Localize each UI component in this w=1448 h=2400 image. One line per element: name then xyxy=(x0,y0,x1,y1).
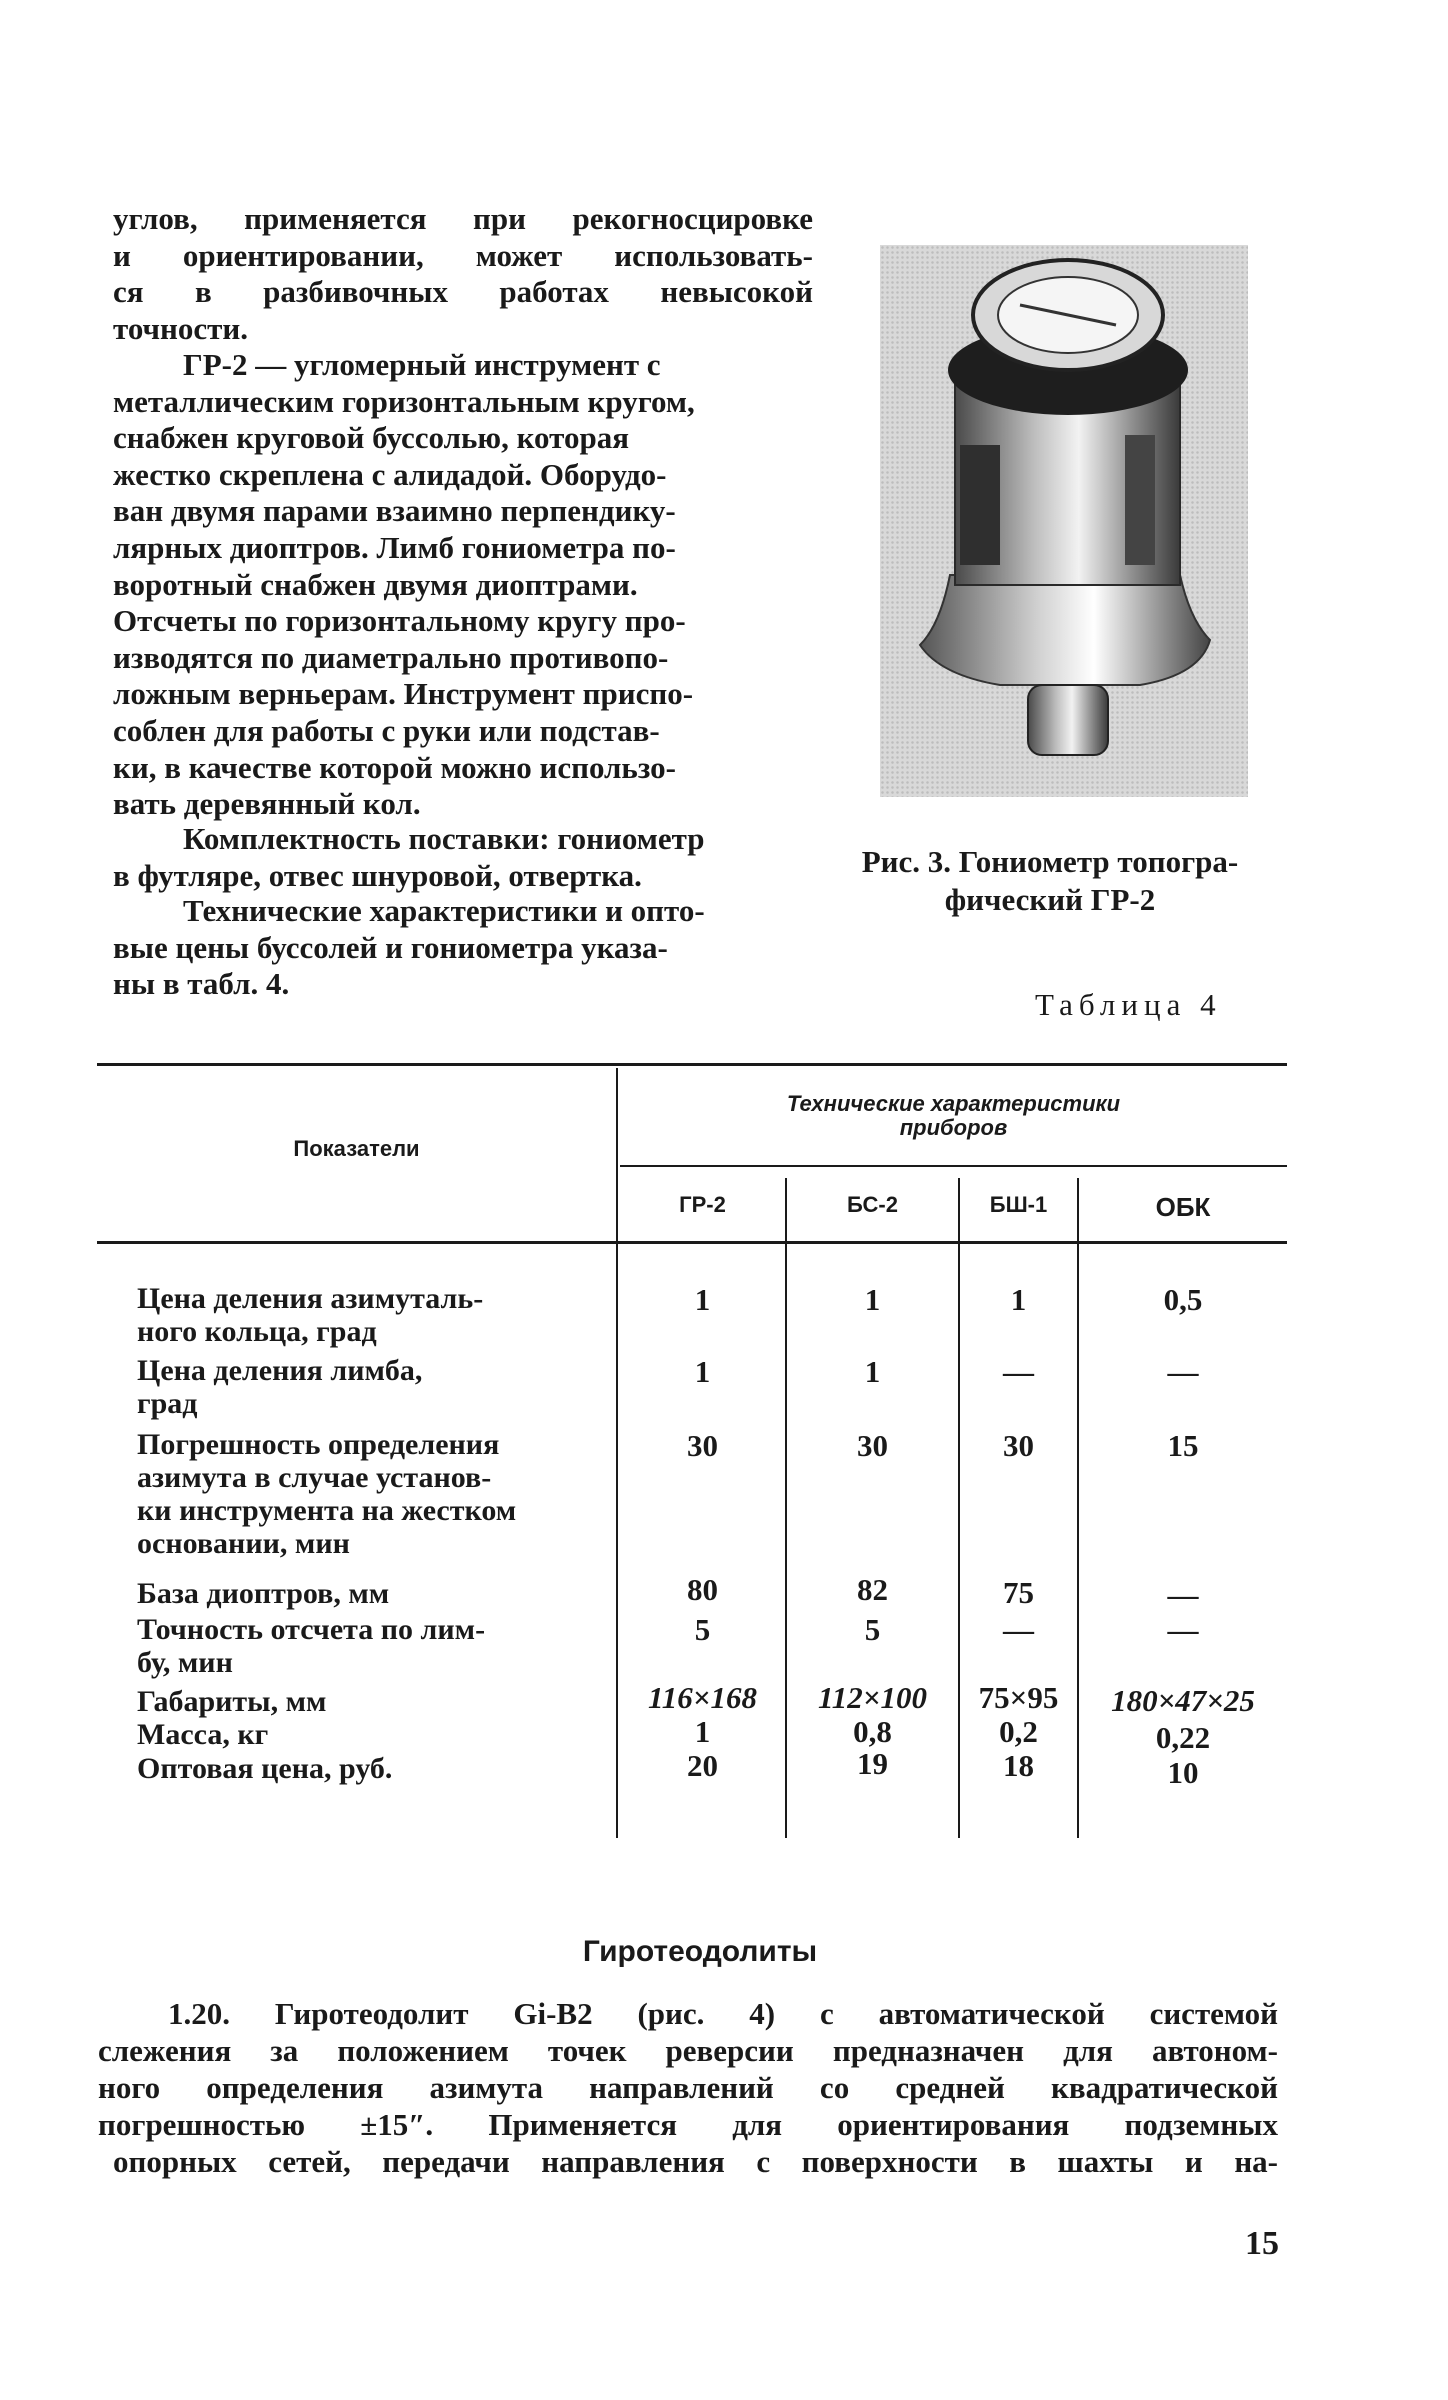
table-cell: 75×95 xyxy=(978,1680,1059,1715)
table-cell: 1 xyxy=(694,1714,711,1749)
table-cell: 1 xyxy=(694,1282,711,1317)
row-label-line: град xyxy=(137,1387,198,1420)
text-line: соблен для работы с руки или подстав- xyxy=(113,712,660,748)
table-cell: 82 xyxy=(857,1572,888,1607)
row-label-line: Габариты, мм xyxy=(137,1685,327,1718)
table-header-group xyxy=(620,1092,1287,1140)
gr2-description-paragraph xyxy=(113,347,813,823)
row-label-line: ки инструмента на жестком xyxy=(137,1494,517,1527)
table-cell: — xyxy=(1003,1612,1034,1647)
table-cell: 10 xyxy=(1167,1755,1199,1790)
figure-caption-line: Рис. 3. Гониометр топогра- xyxy=(861,844,1239,879)
text-line: точности. xyxy=(113,310,248,346)
goniometer-illustration xyxy=(880,245,1248,797)
row-label-line: азимута в случае установ- xyxy=(137,1461,492,1494)
table-top-rule xyxy=(97,1063,1287,1066)
text-line: вые цены буссолей и гониометра указа- xyxy=(113,929,668,965)
table-cell: 112×100 xyxy=(818,1680,927,1715)
text-line: ны в табл. 4. xyxy=(113,966,290,1002)
table-cell: 0,8 xyxy=(853,1714,892,1749)
text-line: слежения за положением точек реверсии предназначен для автоном- xyxy=(98,2033,1278,2068)
table-row-label xyxy=(137,1752,607,1785)
table-row-label xyxy=(137,1685,607,1718)
text-line: воротный снабжен двумя диоптрами. xyxy=(113,566,638,602)
table-subheader-rule xyxy=(620,1165,1287,1167)
table-cell: — xyxy=(1167,1354,1199,1389)
text-line: ложным верньерам. Инструмент приспо- xyxy=(113,676,694,712)
text-line: ного определения азимута направлений со средней квадратической xyxy=(98,2070,1278,2105)
table-cell: 180×47×25 xyxy=(1111,1683,1255,1718)
row-label-line: Масса, кг xyxy=(137,1718,269,1751)
table-cell: — xyxy=(1003,1354,1034,1389)
table-cell: 116×168 xyxy=(648,1680,757,1715)
table-cell: — xyxy=(1167,1577,1199,1612)
table-cell: 19 xyxy=(857,1746,888,1781)
text-line: лярных диоптров. Лимб гониометра по- xyxy=(113,529,676,565)
row-label-line: основании, мин xyxy=(137,1527,350,1560)
table-row-label xyxy=(137,1577,607,1610)
table-column-header: БШ-1 xyxy=(989,1192,1048,1217)
table-cell: 0,22 xyxy=(1155,1720,1211,1755)
row-label-line: Точность отсчета по лим- xyxy=(137,1613,486,1646)
row-label-line: База диоптров, мм xyxy=(137,1577,390,1610)
specs-paragraph xyxy=(113,893,813,1003)
table-title: Таблица 4 xyxy=(1035,987,1222,1022)
row-label-line: Оптовая цена, руб. xyxy=(137,1752,393,1785)
text-line: и ориентировании, может использовать- xyxy=(113,237,813,273)
table-cell: — xyxy=(1167,1612,1199,1647)
table-column-header: ОБК xyxy=(1155,1192,1211,1222)
figure-caption xyxy=(800,843,1300,919)
row-label-line: бу, мин xyxy=(137,1646,233,1679)
table-cell: 75 xyxy=(1003,1575,1034,1610)
text-line: ГР-2 — угломерный инструмент с xyxy=(183,347,661,382)
delivery-paragraph xyxy=(113,821,813,894)
table-cell: 18 xyxy=(1003,1748,1034,1783)
text-line: ся в разбивочных работах невысокой xyxy=(113,274,813,310)
table-cell: 1 xyxy=(1010,1282,1027,1317)
table-header-indicators: Показатели xyxy=(293,1136,420,1161)
text-line: 1.20. Гиротеодолит Gi-B2 (рис. 4) с автоматической системой xyxy=(168,1996,1278,2031)
text-line: в футляре, отвес шнуровой, отвертка. xyxy=(113,857,642,893)
section-paragraph xyxy=(98,1995,1278,2180)
table-column-divider xyxy=(616,1068,618,1838)
row-label-line: Цена деления азимуталь- xyxy=(137,1282,484,1315)
text-line: Технические характеристики и опто- xyxy=(183,893,705,928)
table-header-group-line: приборов xyxy=(899,1115,1008,1140)
text-line: опорных сетей, передачи направления с поверхности в шахты и на- xyxy=(113,2144,1278,2179)
table-cell: 30 xyxy=(687,1428,718,1463)
text-line: вать деревянный кол. xyxy=(113,786,421,822)
table-row-label xyxy=(137,1718,607,1751)
table-cell: 15 xyxy=(1167,1428,1199,1463)
table-cell: 20 xyxy=(687,1748,718,1783)
table-row-label xyxy=(137,1613,607,1679)
table-cell: 1 xyxy=(694,1354,711,1389)
text-line: изводятся по диаметрально противопо- xyxy=(113,639,669,675)
text-line: снабжен круговой буссолью, которая xyxy=(113,420,629,456)
page-number: 15 xyxy=(1245,2225,1279,2262)
table-column-header: ГР-2 xyxy=(679,1192,726,1217)
table-cell: 1 xyxy=(864,1282,881,1317)
table-header-group-line: Технические характеристики xyxy=(786,1091,1121,1116)
table-header-bottom-rule xyxy=(97,1241,1287,1244)
text-line: погрешностью ±15″. Применяется для ориентирования подземных xyxy=(98,2107,1278,2142)
figure-caption-line: фический ГР-2 xyxy=(944,882,1156,917)
table-cell: 0,5 xyxy=(1163,1282,1203,1317)
table-row-label xyxy=(137,1428,607,1560)
section-heading: Гиротеодолиты xyxy=(582,1935,818,1968)
table-row-label xyxy=(137,1282,607,1348)
table-cell: 30 xyxy=(1003,1428,1034,1463)
text-line: Комплектность поставки: гониометр xyxy=(183,821,705,856)
table-cell: 1 xyxy=(864,1354,881,1389)
goniometer-photo xyxy=(880,245,1248,797)
table-cell: 0,2 xyxy=(999,1714,1038,1749)
text-line: металлическим горизонтальным кругом, xyxy=(113,383,695,419)
table-cell: 5 xyxy=(864,1612,881,1647)
row-label-line: Цена деления лимба, xyxy=(137,1354,423,1387)
text-line: Отсчеты по горизонтальному кругу про- xyxy=(113,603,686,639)
table-cell: 5 xyxy=(694,1612,711,1647)
text-line: ки, в качестве которой можно использо- xyxy=(113,749,676,785)
text-line: углов, применяется при рекогносцировке xyxy=(113,201,813,236)
row-label-line: Погрешность определения xyxy=(137,1428,500,1461)
table-cell: 80 xyxy=(687,1572,718,1607)
table-row-label xyxy=(137,1354,607,1420)
text-line: ван двумя парами взаимно перпендику- xyxy=(113,493,676,529)
row-label-line: ного кольца, град xyxy=(137,1315,377,1348)
table-cell: 30 xyxy=(857,1428,888,1463)
table-column-header: БС-2 xyxy=(847,1192,898,1217)
intro-paragraph xyxy=(113,201,813,347)
text-line: жестко скреплена с алидадой. Оборудо- xyxy=(113,456,667,492)
